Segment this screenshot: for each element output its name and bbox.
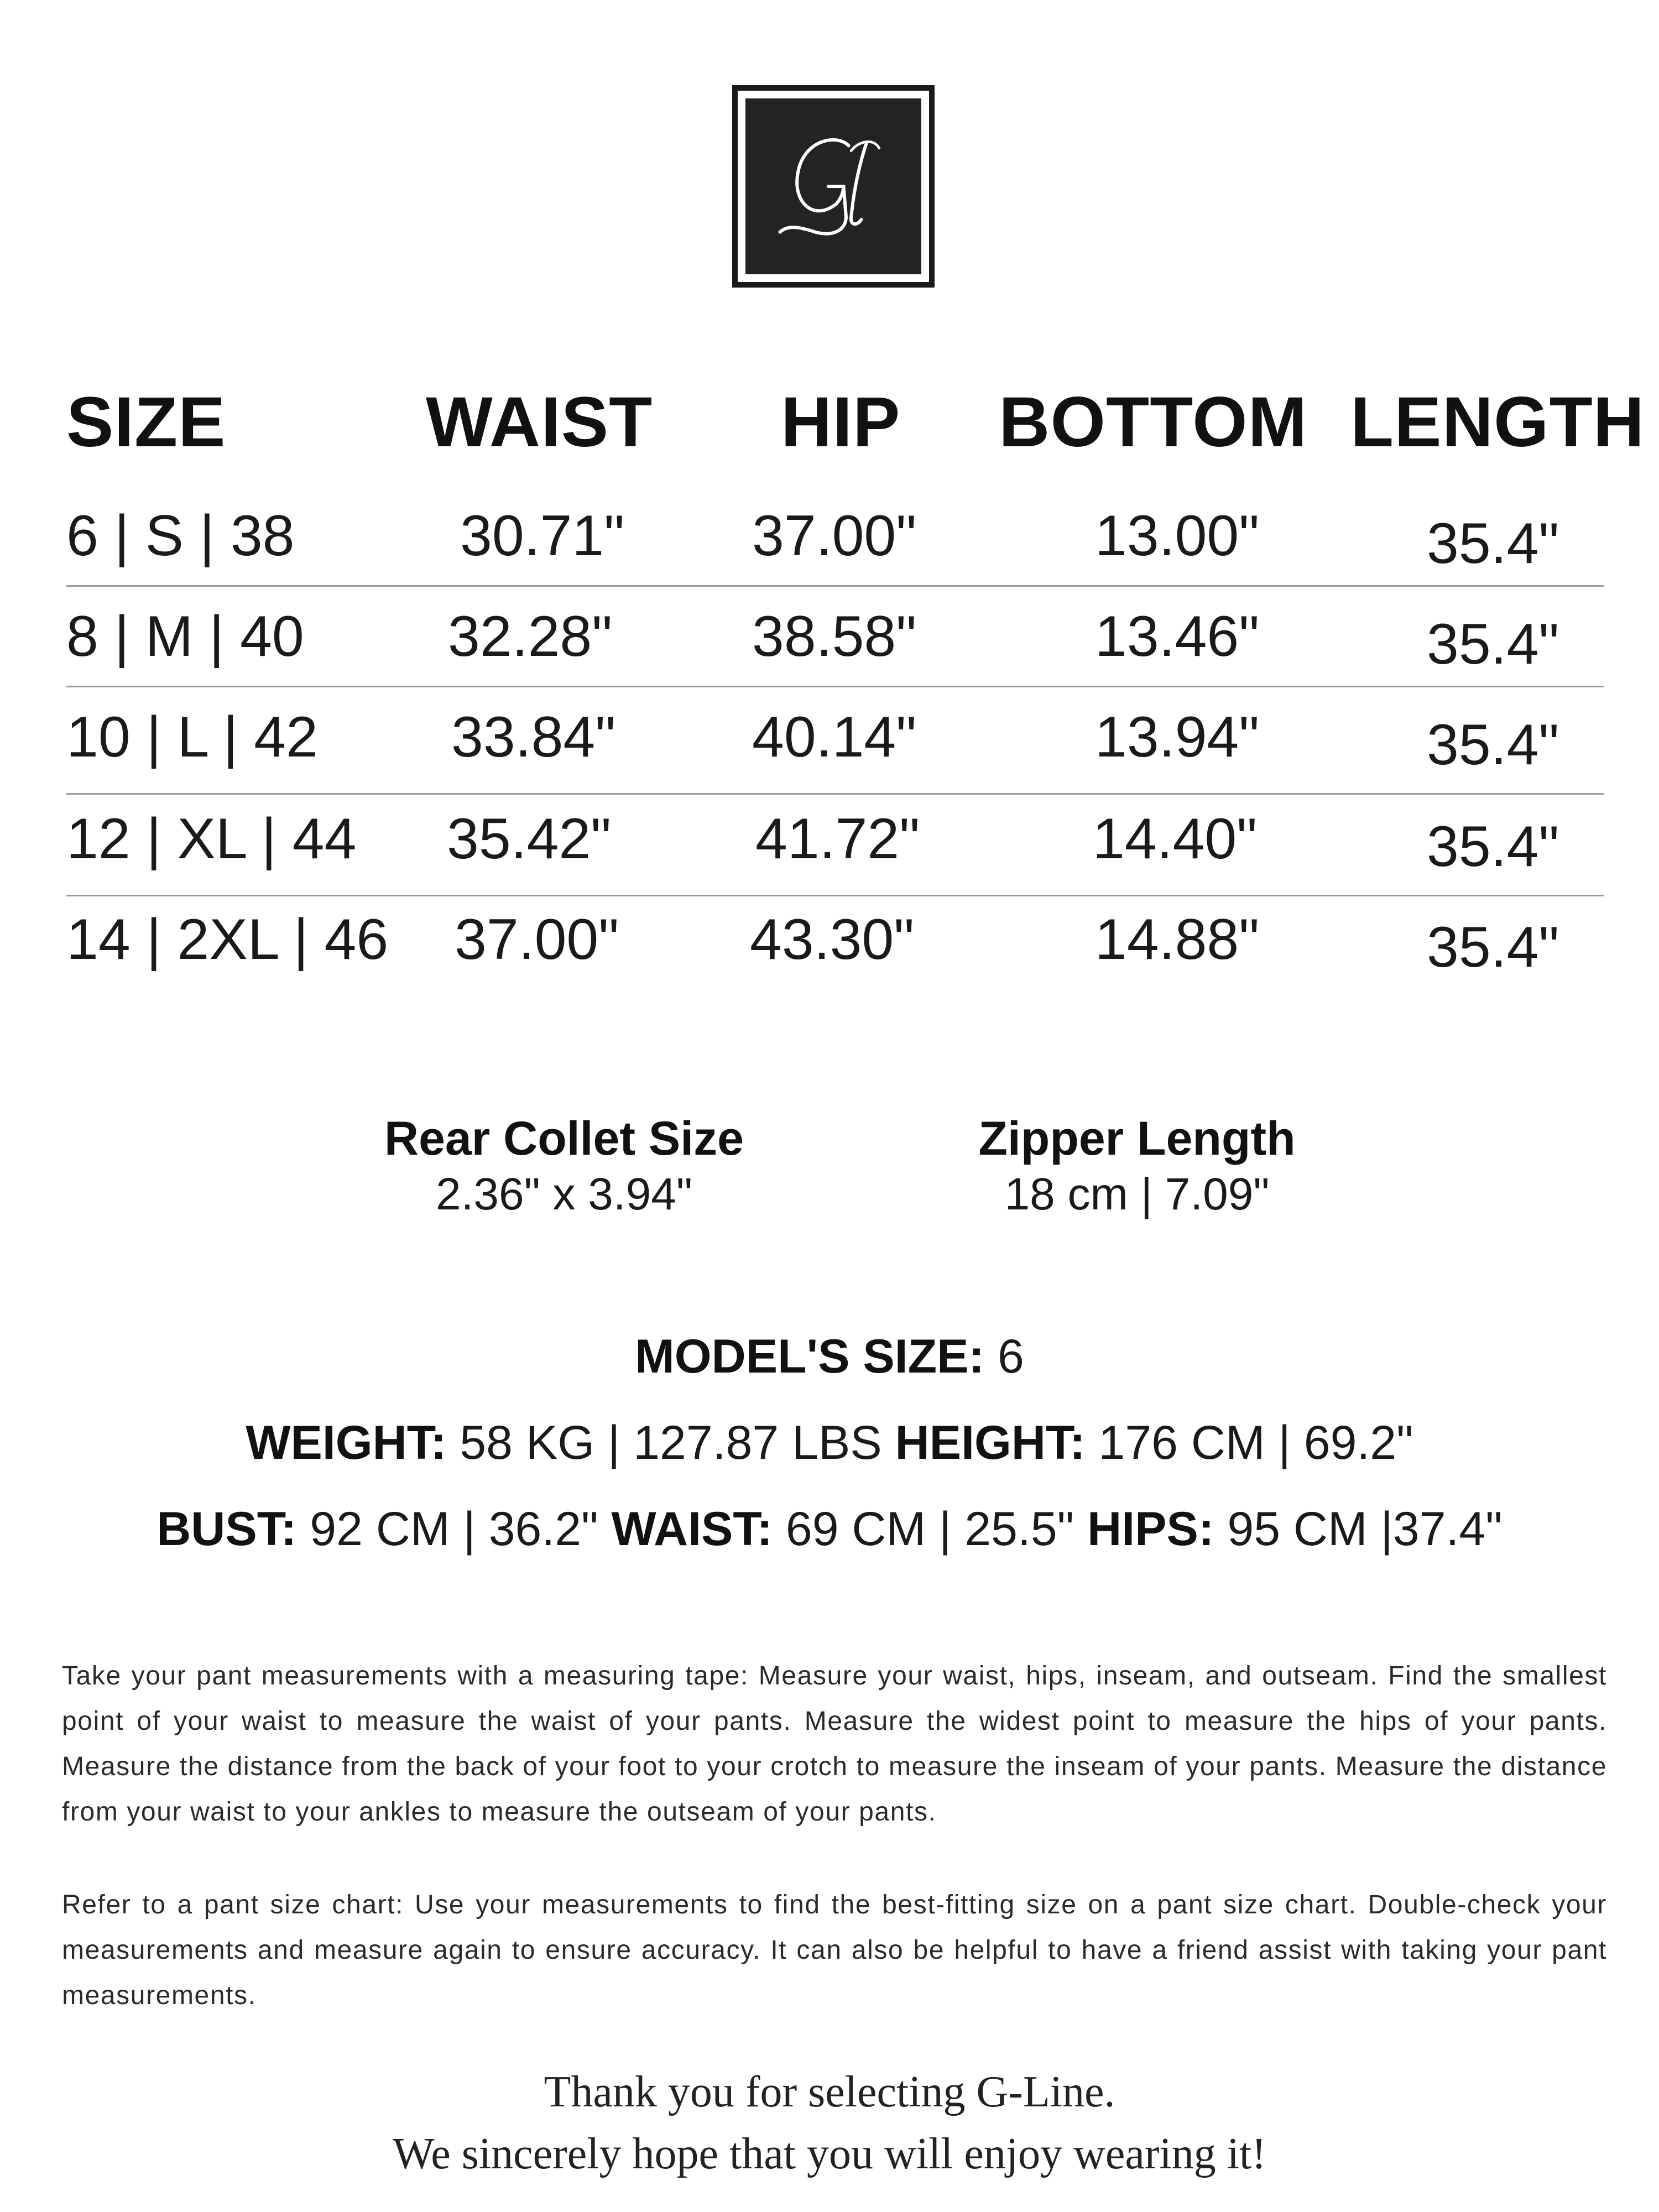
hips-label: HIPS:	[1087, 1503, 1214, 1556]
row-divider	[66, 895, 1604, 896]
cell-bottom: 13.00"	[1095, 504, 1260, 568]
table-row	[66, 503, 1604, 603]
cell-length: 35.4"	[1427, 512, 1559, 576]
row-divider	[66, 585, 1604, 587]
cell-hip: 37.00"	[752, 504, 917, 568]
cell-size: 12 | XL | 44	[66, 807, 357, 871]
cell-hip: 38.58"	[752, 604, 917, 669]
waist-label: WAIST:	[611, 1503, 773, 1556]
height-value: 176 CM | 69.2"	[1085, 1416, 1413, 1469]
table-row	[66, 705, 1604, 804]
monogram-glyph	[770, 123, 897, 250]
cell-length: 35.4"	[1427, 815, 1559, 879]
header-length: LENGTH	[1350, 383, 1645, 462]
cell-size: 10 | L | 42	[66, 705, 318, 769]
cell-hip: 43.30"	[750, 907, 915, 972]
hips-value: 95 CM |37.4"	[1214, 1503, 1503, 1556]
measurement-instructions: Take your pant measurements with a measuring tape: Measure your waist, hips, inseam, and outseam. Find the smallest point of your waist to measure the waist of your pants. Measure the widest point to measure the hips of your pants. Measure the distance from the back of your foot to your crotch to measure the inseam of your pants. Measure the distance from your waist to your ankles to measure the outseam of your pants.	[62, 1661, 1607, 1827]
cell-length: 35.4"	[1427, 915, 1559, 979]
row-divider	[66, 686, 1604, 687]
rear-collet-value: 2.36" x 3.94"	[436, 1169, 692, 1219]
weight-value: 58 KG | 127.87 LBS	[446, 1416, 895, 1469]
model-size-line	[0, 1329, 1659, 1384]
model-measurements-line	[0, 1502, 1659, 1557]
size-chart-instructions: Refer to a pant size chart: Use your measurements to find the best-fitting size on a pant size chart. Double-check your measurements and measure again to ensure accuracy. It can also be helpful to have a friend assist with taking your pant measurements.	[62, 1890, 1607, 2010]
cell-bottom: 13.46"	[1095, 604, 1260, 669]
cell-waist: 32.28"	[448, 604, 613, 669]
model-weight-height-line	[0, 1416, 1659, 1470]
thank-you-line: Thank you for selecting G-Line.	[544, 2068, 1115, 2116]
rear-collet-title: Rear Collet Size	[384, 1112, 744, 1165]
cell-hip: 40.14"	[752, 705, 917, 769]
weight-label: WEIGHT:	[246, 1416, 447, 1469]
row-divider	[66, 793, 1604, 795]
cell-size: 8 | M | 40	[66, 604, 304, 669]
height-label: HEIGHT:	[895, 1416, 1086, 1469]
logo-monogram-icon	[745, 98, 921, 274]
model-size-label: MODEL'S SIZE:	[635, 1330, 985, 1383]
cell-size: 6 | S | 38	[66, 504, 295, 568]
table-row	[66, 907, 1604, 1006]
header-bottom: BOTTOM	[999, 383, 1308, 462]
zipper-length-value: 18 cm | 7.09"	[1004, 1169, 1270, 1219]
cell-size: 14 | 2XL | 46	[66, 907, 389, 972]
table-row	[66, 604, 1604, 703]
zipper-length-title: Zipper Length	[978, 1112, 1296, 1165]
header-size: SIZE	[66, 383, 226, 462]
cell-length: 35.4"	[1427, 612, 1559, 676]
cell-waist: 30.71"	[460, 504, 625, 568]
size-table-header	[66, 382, 1645, 470]
cell-length: 35.4"	[1427, 713, 1559, 777]
brand-logo	[732, 85, 935, 288]
rear-collet-spec	[343, 1112, 785, 1220]
header-hip: HIP	[781, 383, 901, 462]
header-waist: WAIST	[426, 383, 653, 462]
bust-label: BUST:	[156, 1503, 297, 1556]
zipper-length-spec	[916, 1112, 1358, 1220]
model-size-value: 6	[984, 1330, 1024, 1383]
closing-wish-line: We sincerely hope that you will enjoy wearing it!	[393, 2130, 1266, 2178]
cell-bottom: 13.94"	[1095, 705, 1260, 769]
cell-bottom: 14.40"	[1093, 807, 1258, 871]
table-row	[66, 806, 1604, 906]
cell-hip: 41.72"	[755, 807, 920, 871]
cell-waist: 35.42"	[447, 807, 612, 871]
waist-value: 69 CM | 25.5"	[772, 1503, 1088, 1556]
cell-waist: 33.84"	[451, 705, 616, 769]
cell-bottom: 14.88"	[1095, 907, 1260, 972]
cell-waist: 37.00"	[455, 907, 619, 972]
bust-value: 92 CM | 36.2"	[296, 1503, 612, 1556]
